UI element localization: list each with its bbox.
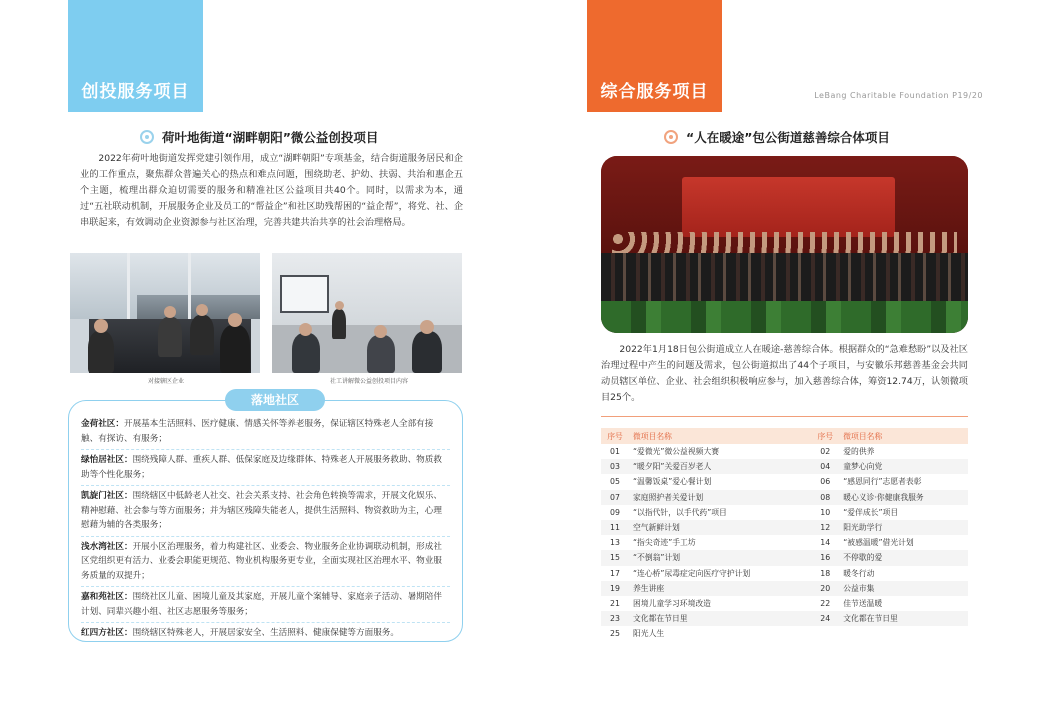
table-cell-num: 11 — [601, 520, 629, 535]
table-row — [601, 626, 968, 641]
ceremony-banner — [682, 177, 895, 237]
table-cell-num: 18 — [820, 568, 831, 578]
table-header-name: 微项目名称 — [839, 428, 968, 444]
table-cell-name — [839, 626, 968, 641]
table-row — [601, 581, 968, 596]
table-cell-num: 20 — [811, 581, 839, 596]
left-section-tab — [68, 0, 203, 112]
table-row — [601, 550, 968, 565]
table-header-num: 序号 — [601, 428, 629, 444]
table-row — [601, 596, 968, 611]
table-row — [601, 490, 968, 505]
table-cell-num: 03 — [601, 459, 629, 474]
table-cell-num: 13 — [610, 538, 620, 548]
table-cell-name: 文化都在节日里 — [839, 611, 968, 626]
circle-bullet-icon — [664, 130, 678, 144]
table-cell-num: 01 — [610, 447, 620, 457]
table-row — [601, 566, 968, 581]
table-cell-num: 09 — [610, 507, 620, 517]
right-section-title — [664, 128, 890, 146]
table-cell-num: 04 — [811, 459, 839, 474]
table-cell-name: “被感温暖”借光计划 — [843, 538, 914, 548]
photo-enterprise-meeting — [70, 253, 260, 373]
table-cell-num: 14 — [820, 538, 831, 548]
table-cell-name: “爱微光”微公益视频大赛 — [633, 447, 720, 457]
table-cell-num: 15 — [601, 550, 629, 565]
table-cell-name: 养生讲座 — [629, 581, 811, 596]
table-cell-name: 阳光助学行 — [839, 520, 968, 535]
community-item: 凯旋门社区：围绕辖区中低龄老人社交、社会关系支持、社会角色转换等需求，开展文化娱乐、精神慰藉、社会参与等方面服务；并为辖区残障失能老人，提供生活照料、物资救助为主，心理慰藉为辅的各类服务； — [81, 489, 450, 537]
table-cell-name: 困境儿童学习环境改造 — [633, 598, 711, 608]
table-cell-num: 23 — [601, 611, 629, 626]
table-header-num: 序号 — [811, 428, 839, 444]
table-cell-name: “暖夕阳”关爱百岁老人 — [629, 459, 811, 474]
right-intro-paragraph: 2022年1月18日包公街道成立人在暖途-慈善综合体。根据群众的“急难愁盼”以及社区治理过程中产生的问题及需求，包公街道拟出了44个子项目，与安徽乐邦慈善基金会共同动员辖区单位、企业、社会组织积极响应参与，加入慈善综合体，筹资12.74万，认领微项目25个。 — [601, 344, 968, 403]
community-title-pill: 落地社区 — [225, 389, 325, 411]
table-row — [601, 459, 968, 474]
table-row — [601, 474, 968, 489]
community-item: 绿怡居社区：围绕残障人群、重疾人群、低保家庭及边缘群体、特殊老人开展服务救助、物质救助等个性化服务； — [81, 453, 450, 486]
right-section-tab — [587, 0, 722, 112]
right-tab-title: 综合服务项目 — [600, 82, 709, 102]
table-row — [601, 505, 968, 520]
table-cell-name: 暖冬行动 — [843, 568, 875, 578]
photo-social-worker-presentation — [272, 253, 462, 373]
table-cell-num — [811, 626, 839, 641]
table-cell-name: “以指代针，以手代药”项目 — [633, 507, 727, 517]
photo-group-ceremony — [601, 156, 968, 333]
table-cell-num: 19 — [601, 581, 629, 596]
micro-project-table — [601, 428, 968, 641]
table-cell-name: 公益市集 — [839, 581, 968, 596]
table-cell-name: 童梦心向党 — [839, 459, 968, 474]
table-cell-num: 12 — [811, 520, 839, 535]
table-cell-name: “温馨饭桌”爱心餐计划 — [633, 477, 712, 487]
table-cell-num: 07 — [601, 490, 629, 505]
table-cell-name: “爱伴成长”项目 — [843, 507, 899, 517]
table-cell-num: 22 — [820, 598, 831, 608]
table-row — [601, 535, 968, 550]
table-cell-num: 16 — [811, 550, 839, 565]
table-cell-name: “指尖奇迹”手工坊 — [633, 538, 696, 548]
foundation-page-label: LeBang Charitable Foundation P19/20 — [814, 91, 983, 100]
table-cell-name: 不停歇的爱 — [839, 550, 968, 565]
photo2-caption: 社工讲解微公益创投项目内容 — [330, 378, 409, 385]
left-section-title — [140, 128, 378, 146]
table-cell-name: “感恩同行”志愿者表彰 — [843, 477, 922, 487]
table-header-name: 微项目名称 — [629, 428, 811, 444]
divider — [601, 416, 968, 417]
table-cell-name: 文化都在节日里 — [629, 611, 811, 626]
left-tab-title: 创投服务项目 — [81, 82, 190, 102]
community-item: 浅水湾社区：开展小区治理服务，着力构建社区、业委会、物业服务企业协调联动机制，形成社区党组织更有活力、业委会职能更规范、物业机构服务更专业，全面实现社区治理水平、物业服务质量的双提升； — [81, 540, 450, 588]
left-intro-paragraph: 2022年荷叶地街道发挥党建引领作用，成立“湖畔朝阳”专项基金，结合街道服务居民和企业的工作重点，聚焦群众普遍关心的热点和难点问题，围绕助老、护幼、扶弱、共治和惠企五个主题，梳理出群众迫切需要的服务和精准社区公益项目共40个。同时，以需求为本，通过“五社联动机制，开展服务企业及员工的“帮益企”和社区助残帮困的“益企帮”，将党、社、企串联起来，有效调动企业资源参与社区治理，完善共建共治共享的社会治理格局。 — [80, 153, 463, 228]
table-cell-num: 10 — [820, 507, 831, 517]
table-cell-num: 02 — [820, 447, 831, 457]
right-section-title-text: “人在暖途”包公街道慈善综合体项目 — [686, 130, 890, 145]
table-row — [601, 520, 968, 535]
photo1-caption: 对接辖区企业 — [148, 378, 185, 385]
community-item: 嘉和苑社区：围绕社区儿童、困境儿童及其家庭，开展儿童个案辅导、家庭亲子活动、暑期陪伴计划、同辈兴趣小组、社区志愿服务等服务； — [81, 590, 450, 623]
table-cell-num: 17 — [610, 568, 620, 578]
table-row — [601, 444, 968, 459]
community-box — [68, 400, 463, 642]
table-cell-name: 空气新鲜计划 — [629, 520, 811, 535]
table-cell-num: 24 — [811, 611, 839, 626]
table-cell-name: 家庭照护者关爱计划 — [629, 490, 811, 505]
table-cell-name: 爱的供养 — [843, 447, 875, 457]
table-cell-num: 06 — [820, 477, 831, 487]
community-item: 红四方社区：围绕辖区特殊老人，开展居家安全、生活照料、健康保健等方面服务。 — [81, 628, 399, 638]
table-cell-num: 05 — [610, 477, 620, 487]
table-cell-num: 21 — [610, 598, 620, 608]
community-item: 金荷社区：开展基本生活照料、医疗健康、情感关怀等养老服务，保证辖区特殊老人全部有接触、有探访、有服务； — [81, 417, 450, 450]
table-cell-name: 暖心义诊·你健康我服务 — [839, 490, 968, 505]
circle-bullet-icon — [140, 130, 154, 144]
table-cell-name: 阳光人生 — [633, 629, 665, 639]
table-cell-name: 佳节送温暖 — [843, 598, 883, 608]
table-cell-name: “连心桥”尿毒症定向医疗守护计划 — [633, 568, 751, 578]
table-cell-num: 08 — [811, 490, 839, 505]
table-cell-name: “不倒翁”计划 — [629, 550, 811, 565]
table-row — [601, 611, 968, 626]
table-cell-num: 25 — [610, 629, 620, 639]
left-section-title-text: 荷叶地街道“湖畔朝阳”微公益创投项目 — [162, 130, 379, 145]
